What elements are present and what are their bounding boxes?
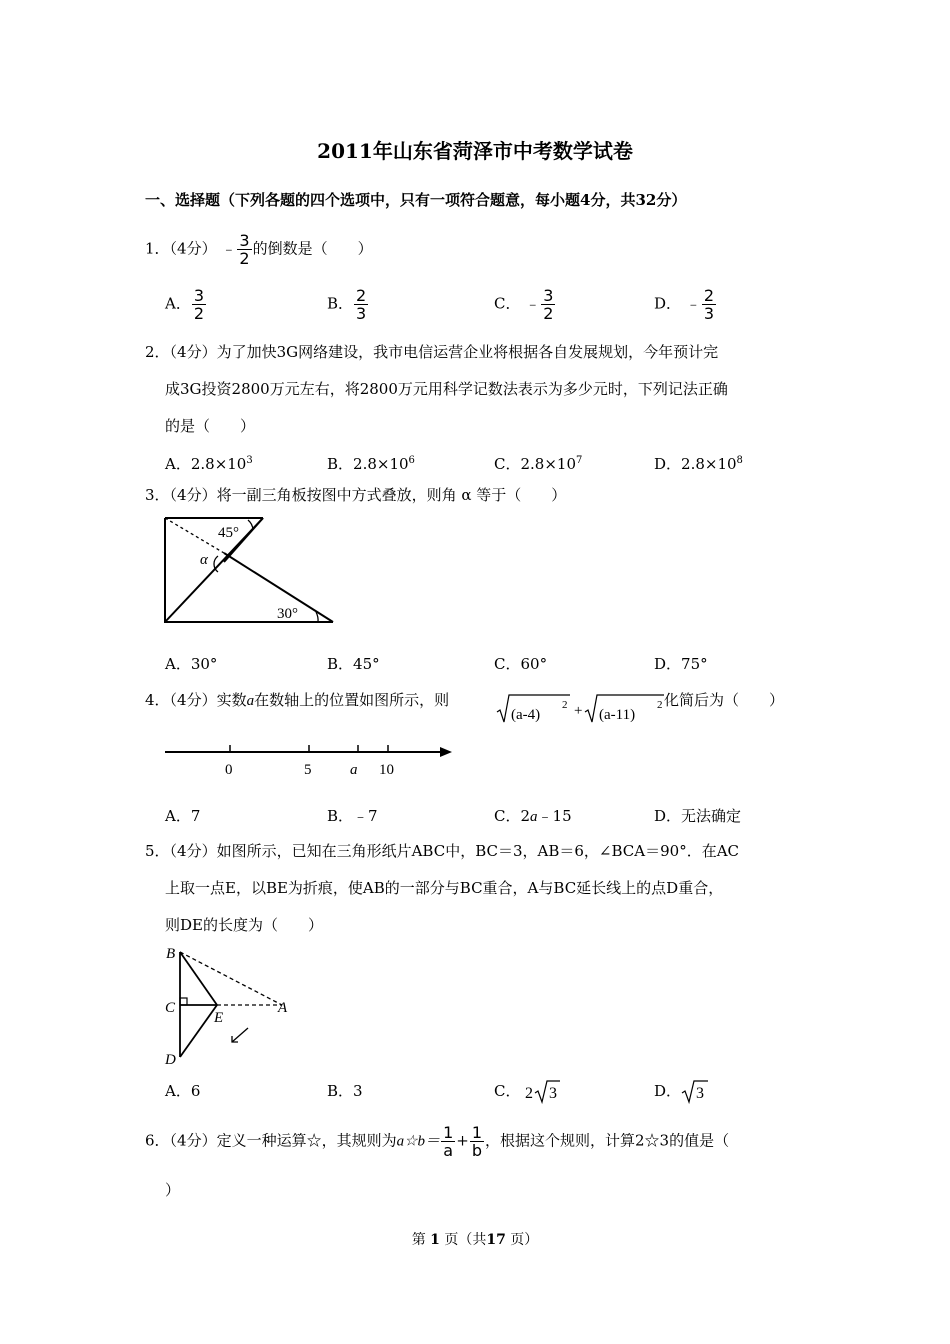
svg-text:2: 2: [525, 1085, 533, 1102]
q5-option-a[interactable]: A．6: [165, 1082, 201, 1100]
q5-fold-figure: [160, 942, 295, 1068]
q3-option-c[interactable]: C．60°: [494, 655, 548, 673]
svg-text:D: D: [165, 1052, 176, 1068]
q4-text-end: 化简后为（ ）: [664, 691, 785, 709]
svg-text:2: 2: [657, 699, 663, 711]
q2-option-a[interactable]: A．$2.8\times 10^3$: [165, 455, 253, 473]
svg-text:+: +: [574, 703, 583, 719]
q5-line-3: 则DE的长度为（ ）: [165, 916, 323, 934]
q1-text: 的倒数是（ ）: [252, 239, 373, 258]
q5-line-2: 上取一点E，以BE为折痕，使AB的一部分与BC重合，A与BC延长线上的点D重合，: [165, 879, 724, 897]
svg-text:3: 3: [696, 1085, 704, 1102]
svg-text:B: B: [166, 946, 176, 962]
question-6: 6．（4分）定义一种运算☆，其规则为a☆b＝ $\frac{1}{a}$ + $\frac{1}{b}$ ，根据这个规则，计算2☆3的值是（: [145, 1123, 730, 1160]
q4-option-a[interactable]: A．7: [165, 807, 201, 825]
question-5: 5．（4分）如图所示，已知在三角形纸片ABC中，BC＝3，AB＝6，∠BCA＝90°．在AC: [145, 842, 740, 860]
q3-label-alpha: α: [200, 552, 208, 568]
svg-text:3: 3: [549, 1085, 557, 1102]
question-1: [145, 232, 373, 267]
q3-triangles-figure: [160, 512, 340, 630]
q4-number-line: [160, 738, 460, 782]
q4-radical-expression: [496, 692, 668, 726]
footer-total-pages: 17: [486, 1232, 506, 1248]
q2-line-2: 成3G投资2800万元左右，将2800万元用科学记数法表示为多少元时，下列记法正确: [165, 380, 728, 398]
q1-score: （4分）: [169, 239, 217, 258]
q2-option-c[interactable]: C．$2.8\times 10^7$: [494, 455, 583, 473]
q5-option-d[interactable]: D．: [654, 1082, 682, 1100]
question-2: 2．（4分）为了加快3G网络建设，我市电信运营企业将根据各自发展规划，今年预计完: [145, 343, 719, 361]
q5-arrow-icon: [232, 1028, 248, 1042]
footer-page-number: 1: [430, 1232, 440, 1248]
q5-option-c[interactable]: C．: [494, 1082, 521, 1100]
q1-option-a[interactable]: A． $\frac{3}{2}$: [165, 286, 205, 323]
svg-text:2: 2: [562, 699, 568, 711]
q1-option-c[interactable]: C． ﹣ $\frac{3}{2}$: [494, 286, 554, 323]
question-4: 4．（4分）实数a在数轴上的位置如图所示，则: [145, 691, 450, 709]
question-3: 3．（4分）将一副三角板按图中方式叠放，则角 α 等于（ ）: [145, 486, 567, 504]
q4-tick-a: a: [350, 762, 358, 778]
q4-tick-5: 5: [304, 762, 312, 778]
svg-text:E: E: [214, 1010, 224, 1026]
section-heading: 一、选择题（下列各题的四个选项中，只有一项符合题意，每小题4分，共32分）: [145, 191, 687, 209]
q5-option-c-radical: [524, 1078, 564, 1106]
svg-text:C: C: [165, 1000, 176, 1016]
q4-option-c[interactable]: C．2a﹣15: [494, 807, 572, 825]
q1-fraction: $\frac{3}{2}$: [239, 231, 250, 268]
q2-option-d[interactable]: D．$2.8\times 10^8$: [654, 455, 743, 473]
q3-option-d[interactable]: D．75°: [654, 655, 708, 673]
q3-label-45: 45°: [218, 525, 239, 541]
q1-minus: ﹣: [221, 239, 237, 258]
svg-text:A: A: [278, 1000, 288, 1016]
q1-number: 1．: [145, 239, 170, 258]
q3-hypotenuse-45: [165, 518, 263, 622]
q3-option-a[interactable]: A．30°: [165, 655, 218, 673]
q6-fraction-1: $\frac{1}{a}$: [443, 1123, 454, 1160]
page-footer: 第 1 页（共17 页）: [411, 1232, 539, 1248]
q3-dashed-line: [165, 518, 224, 553]
q6-fraction-2: $\frac{1}{b}$: [471, 1123, 483, 1160]
svg-text:(a-4): (a-4): [511, 707, 541, 723]
q2-line-3: 的是（ ）: [165, 417, 256, 435]
svg-text:(a-11): (a-11): [599, 707, 636, 723]
q3-label-30: 30°: [277, 606, 298, 622]
q4-tick-0: 0: [225, 762, 233, 778]
q6-line-2: ）: [165, 1181, 181, 1199]
q4-option-b[interactable]: B．﹣7: [327, 807, 378, 825]
q5-line-1: 如图所示，已知在三角形纸片ABC中，BC＝3，AB＝6，∠BCA＝90°．在AC: [216, 842, 740, 860]
q1-option-d[interactable]: D． ﹣ $\frac{2}{3}$: [654, 286, 715, 323]
q5-option-d-radical: [681, 1078, 711, 1106]
q1-option-b[interactable]: B． $\frac{2}{3}$: [327, 286, 367, 323]
page-title: 2011年山东省菏泽市中考数学试卷: [317, 139, 633, 163]
q2-option-b[interactable]: B．$2.8\times 10^6$: [327, 455, 415, 473]
q4-option-d[interactable]: D．无法确定: [654, 807, 742, 825]
q4-tick-10: 10: [379, 762, 394, 778]
q5-option-b[interactable]: B．3: [327, 1082, 363, 1100]
q3-option-b[interactable]: B．45°: [327, 655, 380, 673]
q2-line-1: 为了加快3G网络建设，我市电信运营企业将根据各自发展规划，今年预计完: [216, 343, 719, 361]
